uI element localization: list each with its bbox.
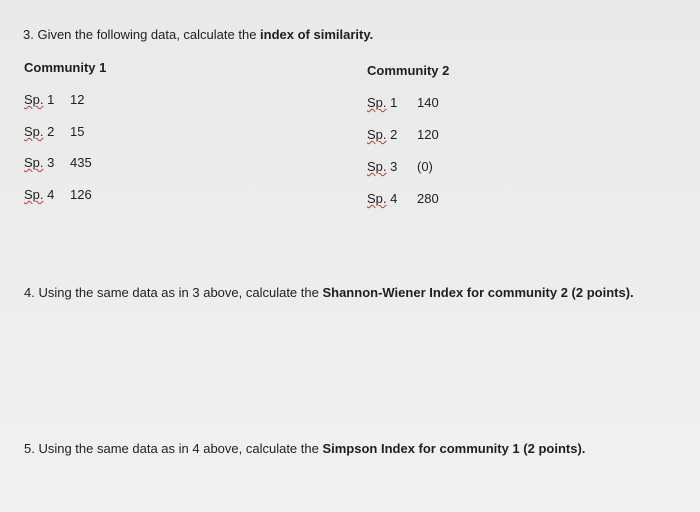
question-5 (24, 441, 585, 456)
species-label (367, 159, 417, 174)
species-count: 120 (417, 127, 439, 142)
community-2-title: Community 2 (367, 63, 450, 78)
species-abbr: Sp. (367, 127, 387, 142)
community-1-row-3 (24, 155, 92, 170)
question-3-text: 3. Given the following data, calculate the (23, 27, 261, 42)
species-count: (0) (417, 159, 433, 174)
species-number: 3 (47, 155, 55, 170)
species-label (24, 92, 70, 107)
species-count: 435 (70, 155, 92, 170)
community-1-title: Community 1 (24, 60, 107, 75)
community-2-row-3 (367, 159, 433, 174)
species-abbr: Sp. (24, 124, 44, 139)
species-count: 12 (70, 92, 85, 107)
species-abbr: Sp. (24, 92, 44, 107)
species-number: 3 (390, 159, 398, 174)
question-5-text: 5. Using the same data as in 4 above, calculate the (24, 441, 323, 456)
species-label (24, 155, 70, 170)
community-2-row-2 (367, 127, 439, 142)
species-label (367, 127, 417, 142)
species-abbr: Sp. (24, 187, 44, 202)
species-abbr: Sp. (367, 95, 387, 110)
community-2-row-1 (367, 95, 439, 110)
species-number: 2 (47, 124, 55, 139)
species-label (367, 95, 417, 110)
community-2-row-4 (367, 191, 439, 206)
species-number: 4 (47, 187, 55, 202)
species-count: 280 (417, 191, 439, 206)
question-5-emphasis: Simpson Index for community 1 (2 points). (322, 441, 586, 456)
question-4-emphasis: Shannon-Wiener Index for community 2 (2 points). (322, 285, 634, 300)
species-count: 126 (70, 187, 92, 202)
question-4 (24, 285, 634, 300)
species-number: 1 (47, 92, 55, 107)
species-abbr: Sp. (24, 155, 44, 170)
community-1-row-4 (24, 187, 92, 202)
community-1-row-1 (24, 92, 84, 107)
species-number: 4 (390, 191, 398, 206)
species-count: 140 (417, 95, 439, 110)
species-label (367, 191, 417, 206)
species-label (24, 187, 70, 202)
species-abbr: Sp. (367, 191, 387, 206)
species-number: 2 (390, 127, 398, 142)
species-abbr: Sp. (367, 159, 387, 174)
species-number: 1 (390, 95, 398, 110)
question-3 (23, 27, 373, 42)
species-count: 15 (70, 124, 85, 139)
question-4-text: 4. Using the same data as in 3 above, calculate the (24, 285, 323, 300)
community-1-row-2 (24, 124, 84, 139)
question-3-emphasis: index of similarity. (260, 27, 374, 42)
species-label (24, 124, 70, 139)
